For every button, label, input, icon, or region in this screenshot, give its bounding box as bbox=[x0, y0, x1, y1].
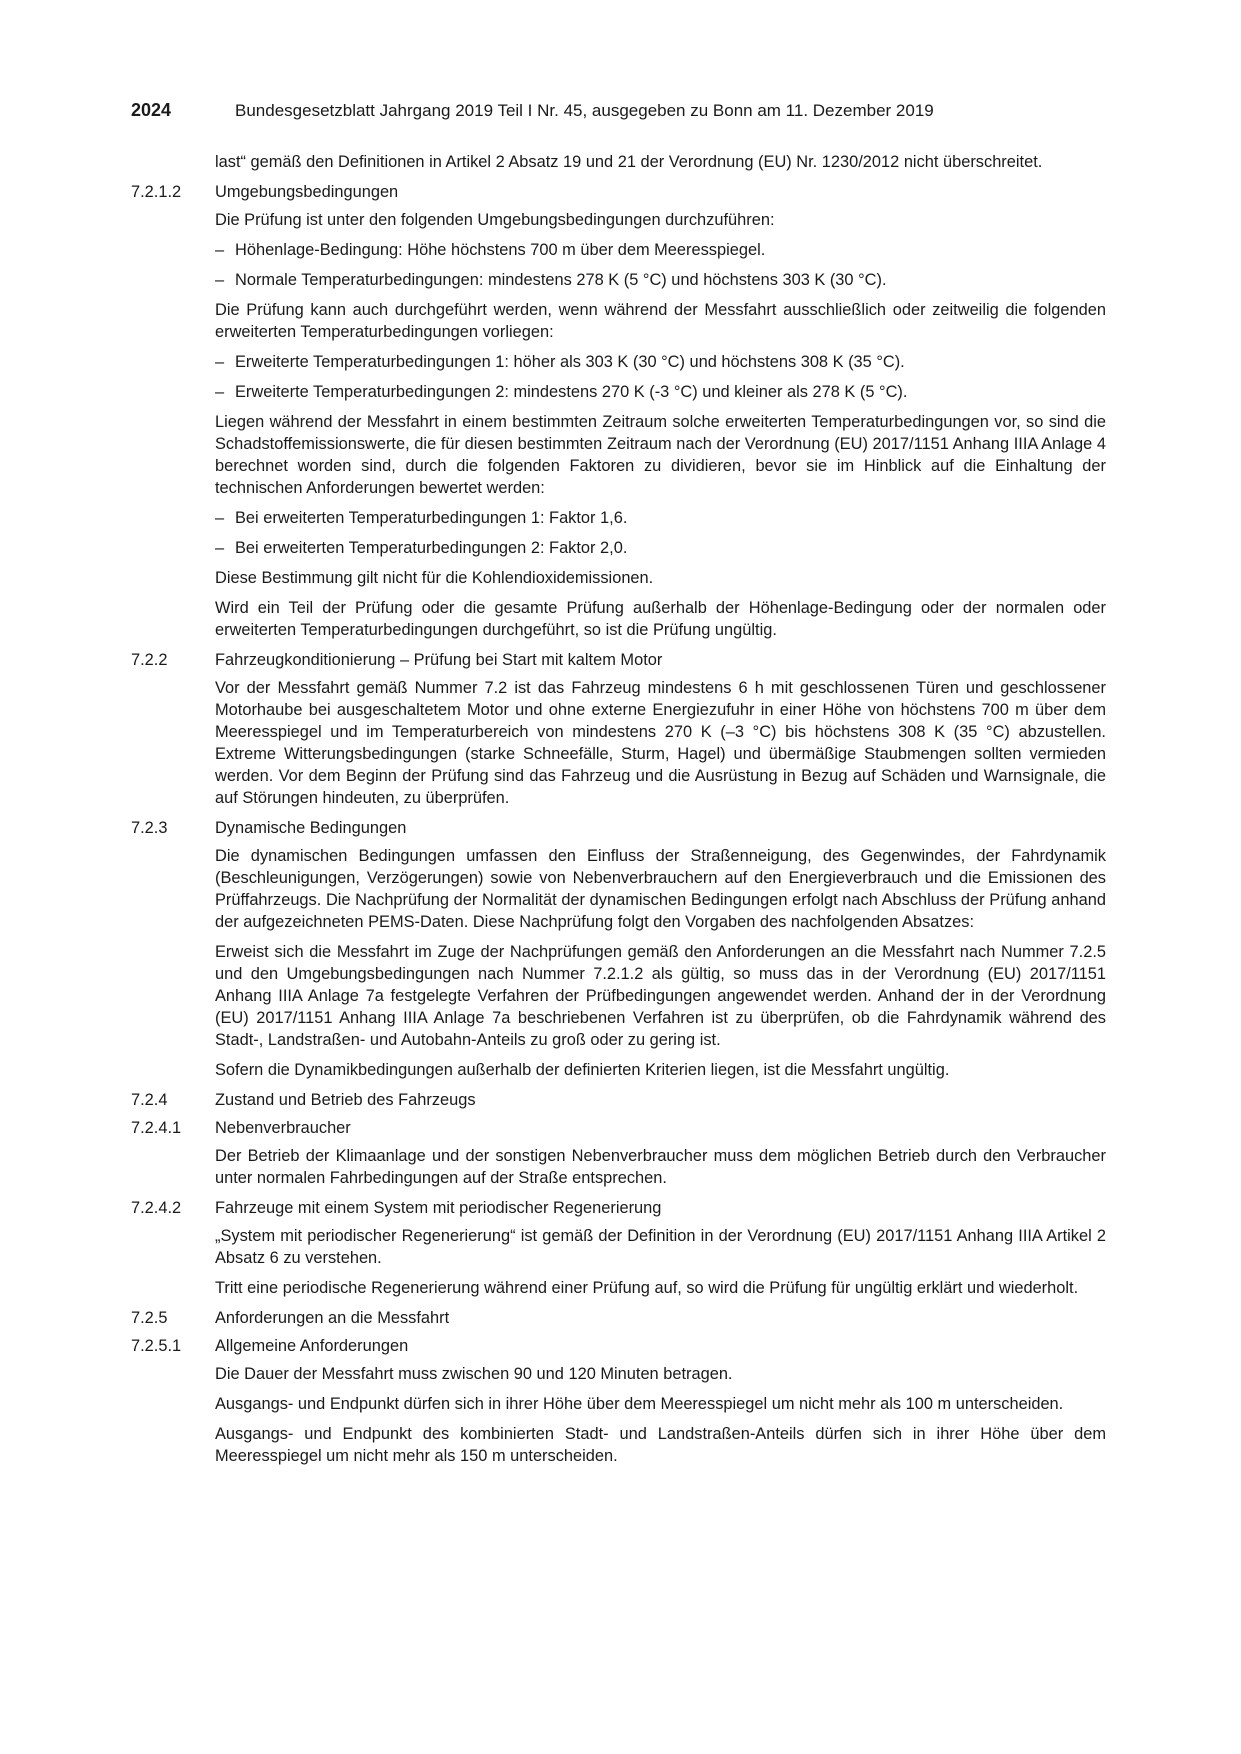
paragraph: Der Betrieb der Klimaanlage und der sonstigen Nebenverbraucher muss dem möglichen Betrieb durch den Verbraucher unter normalen Fahrbedingungen auf der Straße entsprechen. bbox=[215, 1147, 1106, 1187]
list-item bbox=[215, 351, 1106, 373]
paragraph: Vor der Messfahrt gemäß Nummer 7.2 ist das Fahrzeug mindestens 6 h mit geschlossenen Türen und geschlossener Motorhaube bei ausgeschaltetem Motor und ohne externe Energiezufuhr in einer Höhe von höchstens 700 m über dem Meeresspiegel und im Temperaturbereich von mindestens 270 K (–3 °C) bis höchstens 308 K (35 °C) abzustellen. Extreme Witterungsbedingungen (starke Schneefälle, Sturm, Hagel) und übermäßige Staubmengen sollten vermieden werden. Vor dem Beginn der Prüfung sind das Fahrzeug und die Ausrüstung in Bezug auf Schäden und Warnsignale, die auf Störungen hindeuten, zu überprüfen. bbox=[215, 679, 1106, 807]
paragraph: „System mit periodischer Regenerierung“ ist gemäß der Definition in der Verordnung (EU) 2017/1151 Anhang IIIA Artikel 2 Absatz 6 zu verstehen. bbox=[215, 1227, 1106, 1267]
dash-bullet-icon: – bbox=[215, 509, 225, 527]
section-title: Fahrzeugkonditionierung – Prüfung bei Start mit kaltem Motor bbox=[215, 651, 663, 669]
running-title: Bundesgesetzblatt Jahrgang 2019 Teil I Nr. 45, ausgegeben zu Bonn am 11. Dezember 2019 bbox=[235, 101, 934, 120]
section-number: 7.2.5.1 bbox=[131, 1337, 182, 1355]
list-item-text: Erweiterte Temperaturbedingungen 1: höher als 303 K (30 °C) und höchstens 308 K (35 °C). bbox=[235, 353, 905, 371]
section-title: Allgemeine Anforderungen bbox=[215, 1337, 409, 1355]
section-title: Zustand und Betrieb des Fahrzeugs bbox=[215, 1091, 476, 1109]
section-heading bbox=[131, 1335, 1106, 1357]
dash-bullet-icon: – bbox=[215, 383, 225, 401]
paragraph: Die Prüfung kann auch durchgeführt werden, wenn während der Messfahrt ausschließlich oder zeitweilig die folgenden erweiterten Temperaturbedingungen vorliegen: bbox=[215, 301, 1106, 341]
paragraph: Liegen während der Messfahrt in einem bestimmten Zeitraum solche erweiterten Temperaturbedingungen vor, so sind die Schadstoffemissionswerte, die für diesen bestimmten Zeitraum nach der Verordnung (EU) 2017/1151 Anhang IIIA Anlage 4 berechnet worden sind, durch die folgenden Faktoren zu dividieren, bevor sie im Hinblick auf die Einhaltung der technischen Anforderungen bewertet werden: bbox=[215, 413, 1106, 497]
paragraph: Die Prüfung ist unter den folgenden Umgebungsbedingungen durchzuführen: bbox=[215, 211, 775, 229]
list-item bbox=[215, 381, 1106, 403]
paragraph: Sofern die Dynamikbedingungen außerhalb der definierten Kriterien liegen, ist die Messfahrt ungültig. bbox=[215, 1061, 950, 1079]
list-item-text: Bei erweiterten Temperaturbedingungen 1: Faktor 1,6. bbox=[235, 509, 628, 527]
section-heading bbox=[131, 1307, 1106, 1329]
list-item-text: Erweiterte Temperaturbedingungen 2: mindestens 270 K (-3 °C) und kleiner als 278 K (5 °C). bbox=[235, 383, 908, 401]
section-title: Anforderungen an die Messfahrt bbox=[215, 1309, 450, 1327]
section-title: Dynamische Bedingungen bbox=[215, 819, 407, 837]
list-item bbox=[215, 537, 1106, 559]
section-heading bbox=[131, 1117, 1106, 1139]
paragraph: last“ gemäß den Definitionen in Artikel 2 Absatz 19 und 21 der Verordnung (EU) Nr. 1230/2012 nicht überschreitet. bbox=[215, 153, 1043, 171]
section-number: 7.2.4.2 bbox=[131, 1199, 182, 1217]
page-number: 2024 bbox=[131, 100, 172, 120]
list-item-text: Höhenlage-Bedingung: Höhe höchstens 700 m über dem Meeresspiegel. bbox=[235, 241, 766, 259]
section-heading bbox=[131, 181, 1106, 203]
paragraph: Tritt eine periodische Regenerierung während einer Prüfung auf, so wird die Prüfung für ungültig erklärt und wiederholt. bbox=[215, 1279, 1079, 1297]
list-item bbox=[215, 239, 1106, 261]
section-number: 7.2.3 bbox=[131, 819, 168, 837]
dash-bullet-icon: – bbox=[215, 241, 225, 259]
paragraph: Die Dauer der Messfahrt muss zwischen 90 und 120 Minuten betragen. bbox=[215, 1365, 733, 1383]
list-item-text: Normale Temperaturbedingungen: mindestens 278 K (5 °C) und höchstens 303 K (30 °C). bbox=[235, 271, 887, 289]
paragraph: Diese Bestimmung gilt nicht für die Kohlendioxidemissionen. bbox=[215, 569, 654, 587]
document-body bbox=[131, 151, 1106, 1475]
section-number: 7.2.5 bbox=[131, 1309, 168, 1327]
paragraph: Die dynamischen Bedingungen umfassen den Einfluss der Straßenneigung, des Gegenwindes, der Fahrdynamik (Beschleunigungen, Verzögerungen) sowie von Nebenverbrauchern auf den Energieverbrauch und die Emissionen des Prüffahrzeugs. Die Nachprüfung der Normalität der dynamischen Bedingungen erfolgt nach Abschluss der Prüfung anhand der aufgezeichneten PEMS-Daten. Diese Nachprüfung folgt den Vorgaben des nachfolgenden Absatzes: bbox=[215, 847, 1106, 931]
dash-bullet-icon: – bbox=[215, 271, 225, 289]
paragraph: Erweist sich die Messfahrt im Zuge der Nachprüfungen gemäß den Anforderungen an die Messfahrt nach Nummer 7.2.5 und den Umgebungsbedingungen nach Nummer 7.2.1.2 als gültig, so muss das in der Verordnung (EU) 2017/1151 Anhang IIIA Anlage 7a festgelegte Verfahren der Prüfbedingungen angewendet werden. Anhand der in der Verordnung (EU) 2017/1151 Anhang IIIA Anlage 7a beschriebenen Verfahren ist zu überprüfen, ob die Fahrdynamik während des Stadt-, Landstraßen- und Autobahn-Anteils zu groß oder zu gering ist. bbox=[215, 943, 1106, 1049]
section-number: 7.2.4 bbox=[131, 1091, 168, 1109]
section-heading bbox=[131, 649, 1106, 671]
dash-bullet-icon: – bbox=[215, 539, 225, 557]
section-heading bbox=[131, 1197, 1106, 1219]
list-item-text: Bei erweiterten Temperaturbedingungen 2: Faktor 2,0. bbox=[235, 539, 628, 557]
dash-bullet-icon: – bbox=[215, 353, 225, 371]
list-item bbox=[215, 269, 1106, 291]
section-heading bbox=[131, 817, 1106, 839]
paragraph: Wird ein Teil der Prüfung oder die gesamte Prüfung außerhalb der Höhenlage-Bedingung oder der normalen oder erweiterten Temperaturbedingungen durchgeführt, so ist die Prüfung ungültig. bbox=[215, 599, 1106, 639]
section-title: Umgebungsbedingungen bbox=[215, 183, 399, 201]
section-title: Fahrzeuge mit einem System mit periodischer Regenerierung bbox=[215, 1199, 662, 1217]
section-title: Nebenverbraucher bbox=[215, 1119, 351, 1137]
paragraph: Ausgangs- und Endpunkt des kombinierten Stadt- und Landstraßen-Anteils dürfen sich in ihrer Höhe über dem Meeresspiegel um nicht mehr als 150 m unterscheiden. bbox=[215, 1425, 1106, 1465]
list-item bbox=[215, 507, 1106, 529]
section-number: 7.2.2 bbox=[131, 651, 168, 669]
paragraph: Ausgangs- und Endpunkt dürfen sich in ihrer Höhe über dem Meeresspiegel um nicht mehr als 100 m unterscheiden. bbox=[215, 1395, 1064, 1413]
section-number: 7.2.1.2 bbox=[131, 183, 182, 201]
page-header bbox=[131, 100, 1111, 126]
section-heading bbox=[131, 1089, 1106, 1111]
section-number: 7.2.4.1 bbox=[131, 1119, 182, 1137]
